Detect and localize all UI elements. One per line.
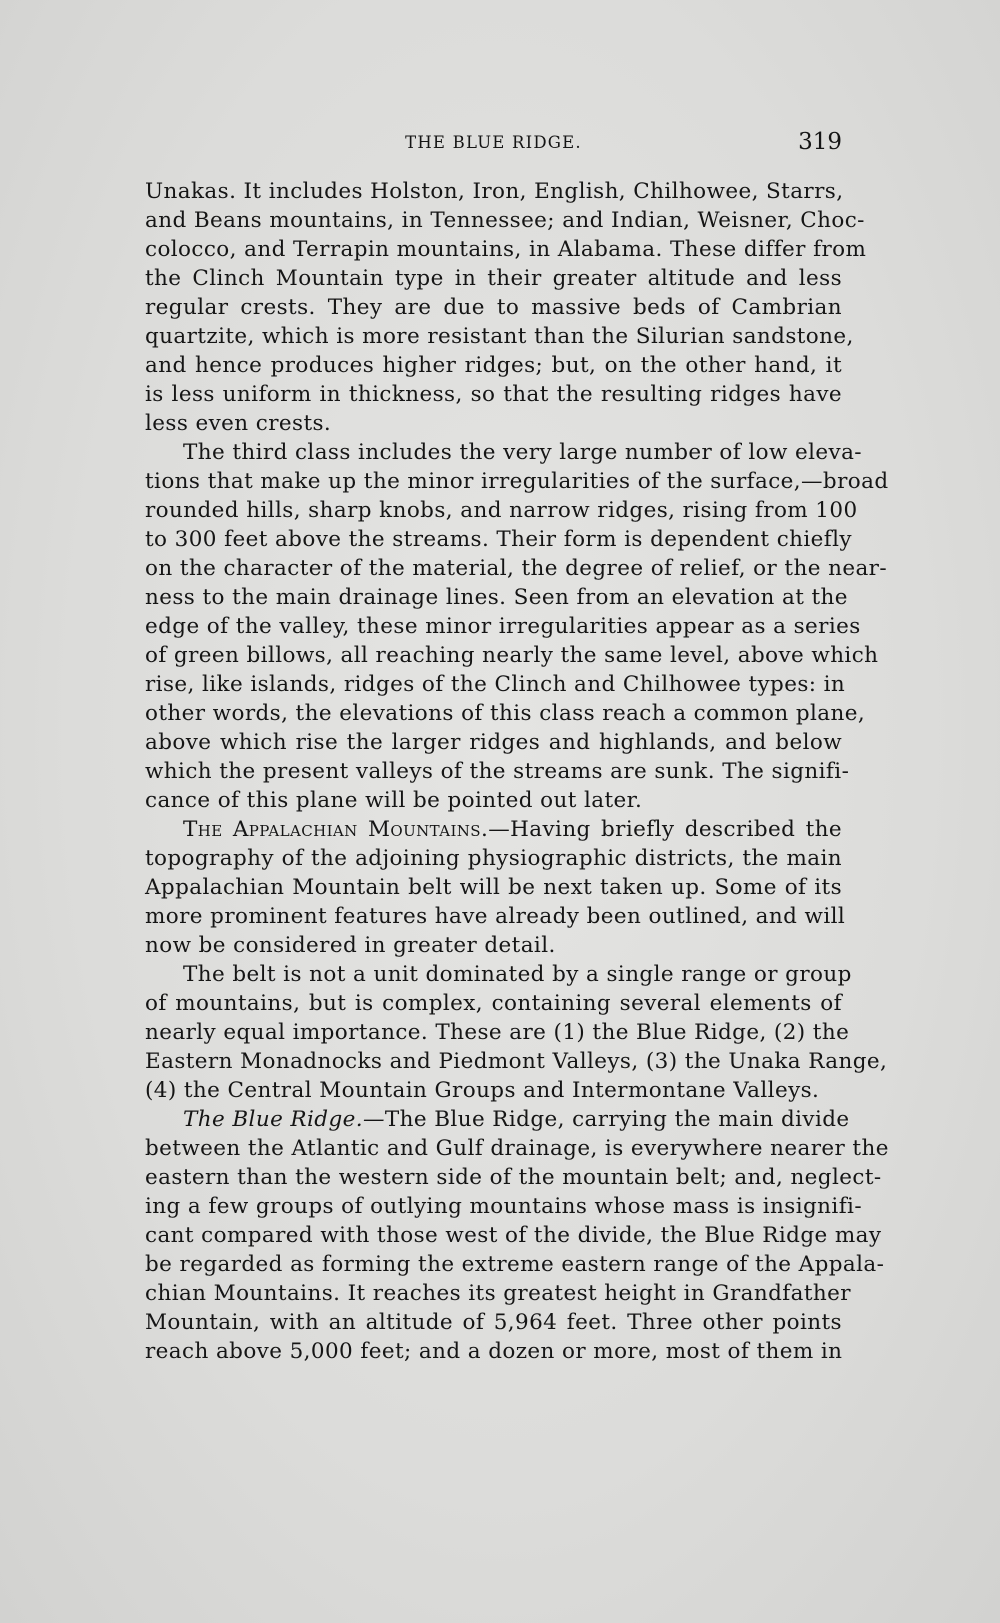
text-line: above which rise the larger ridges and highlands, and below <box>145 730 842 755</box>
text-line: more prominent features have already been outlined, and will <box>145 904 846 929</box>
text-line: less even crests. <box>145 411 332 436</box>
text-line: is less uniform in thickness, so that the resulting ridges have <box>145 382 842 407</box>
text-line: chian Mountains. It reaches its greatest height in Grandfather <box>145 1281 851 1306</box>
text-line: Eastern Monadnocks and Piedmont Valleys, (3) the Unaka Range, <box>145 1049 888 1074</box>
text-line <box>145 1105 850 1134</box>
page-header <box>145 131 842 157</box>
text-line: tions that make up the minor irregularities of the surface,—broad <box>145 469 889 494</box>
text-line: other words, the elevations of this class reach a common plane, <box>145 701 866 726</box>
text-line: eastern than the western side of the mountain belt; and, neglect- <box>145 1165 882 1190</box>
text-line: reach above 5,000 feet; and a dozen or more, most of them in <box>145 1339 843 1364</box>
body-text <box>145 177 889 1366</box>
text-line: The belt is not a unit dominated by a single range or group <box>183 962 852 987</box>
section-heading-appalachian: The Appalachian Mountains.— <box>183 817 511 842</box>
text-line: between the Atlantic and Gulf drainage, is everywhere nearer the <box>145 1136 889 1161</box>
section-heading-blue-ridge: The Blue Ridge.— <box>183 1107 385 1132</box>
text-line: ing a few groups of outlying mountains whose mass is insignifi- <box>145 1194 862 1219</box>
text-line: which the present valleys of the streams are sunk. The signifi- <box>145 759 850 784</box>
text-line: ness to the main drainage lines. Seen from an elevation at the <box>145 585 848 610</box>
text-line: colocco, and Terrapin mountains, in Alabama. These differ from <box>145 237 867 262</box>
text-line: Mountain, with an altitude of 5,964 feet. Three other points <box>145 1310 842 1335</box>
text-line: and Beans mountains, in Tennessee; and Indian, Weisner, Choc- <box>145 208 865 233</box>
text-line: Appalachian Mountain belt will be next taken up. Some of its <box>145 875 842 900</box>
text-line-rest: The Blue Ridge, carrying the main divide <box>384 1107 850 1132</box>
text-line: Unakas. It includes Holston, Iron, English, Chilhowee, Starrs, <box>145 179 844 204</box>
text-line: rise, like islands, ridges of the Clinch and Chilhowee types: in <box>145 672 846 697</box>
text-line: be regarded as forming the extreme eastern range of the Appala- <box>145 1252 885 1277</box>
text-line: nearly equal importance. These are (1) the Blue Ridge, (2) the <box>145 1020 850 1045</box>
text-line: quartzite, which is more resistant than the Silurian sandstone, <box>145 324 854 349</box>
text-line: of green billows, all reaching nearly the same level, above which <box>145 643 879 668</box>
text-line: (4) the Central Mountain Groups and Intermontane Valleys. <box>145 1078 820 1103</box>
text-line: of mountains, but is complex, containing several elements of <box>145 991 842 1016</box>
text-line: topography of the adjoining physiographic districts, the main <box>145 846 842 871</box>
text-line: on the character of the material, the degree of relief, or the near- <box>145 556 888 581</box>
text-line: and hence produces higher ridges; but, on the other hand, it <box>145 353 842 378</box>
running-head: THE BLUE RIDGE. <box>405 133 582 152</box>
text-line: rounded hills, sharp knobs, and narrow ridges, rising from 100 <box>145 498 858 523</box>
text-line: The third class includes the very large number of low eleva- <box>183 440 862 465</box>
text-line: to 300 feet above the streams. Their form is dependent chiefly <box>145 527 852 552</box>
text-line: regular crests. They are due to massive beds of Cambrian <box>145 295 842 320</box>
text-line <box>145 815 842 844</box>
page-number: 319 <box>798 129 842 155</box>
text-line: now be considered in greater detail. <box>145 933 556 958</box>
text-line: cance of this plane will be pointed out later. <box>145 788 643 813</box>
text-line: the Clinch Mountain type in their greater altitude and less <box>145 266 842 291</box>
text-line: cant compared with those west of the divide, the Blue Ridge may <box>145 1223 882 1248</box>
text-line-rest: Having briefly described the <box>510 817 843 842</box>
text-line: edge of the valley, these minor irregularities appear as a series <box>145 614 861 639</box>
